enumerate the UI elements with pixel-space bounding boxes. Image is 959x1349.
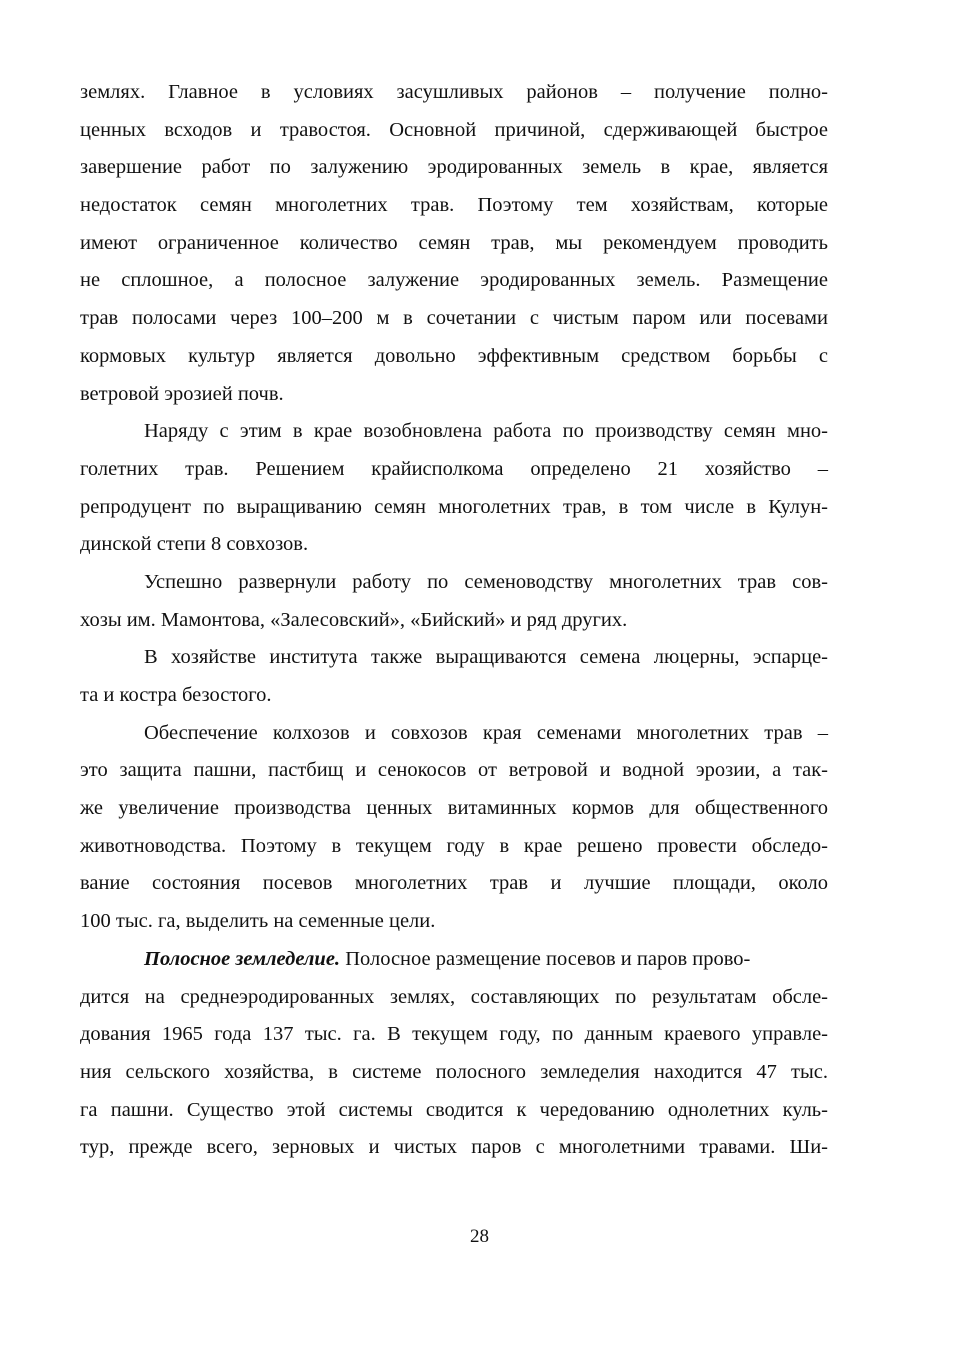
paragraph-2 xyxy=(80,413,828,564)
text-line: репродуцент по выращиванию семян многолетних трав, в том числе в Кулун- xyxy=(80,495,828,518)
text-line: Наряду с этим в крае возобновлена работа по производству семян мно- xyxy=(144,420,828,443)
text-line: же увеличение производства ценных витаминных кормов для общественного xyxy=(80,797,828,820)
text-line: дования 1965 года 137 тыс. га. В текущем году, по данным краевого управле- xyxy=(80,1023,828,1046)
text-line: 100 тыс. га, выделить на семенные цели. xyxy=(80,910,436,933)
text-line: завершение работ по залужению эродированных земель в крае, является xyxy=(80,156,828,179)
text-line: трав полосами через 100–200 м в сочетании с чистым паром или посевами xyxy=(80,307,828,330)
text-line: вание состояния посевов многолетних трав и лучшие площади, около xyxy=(80,872,828,895)
paragraph-6 xyxy=(80,941,828,1167)
section-heading: Полосное земледелие. xyxy=(144,947,341,970)
text-line: Успешно развернули работу по семеноводству многолетних трав сов- xyxy=(144,570,828,593)
paragraph-4 xyxy=(80,639,828,714)
text-line: недостаток семян многолетних трав. Поэтому тем хозяйствам, которые xyxy=(80,194,828,217)
text-line: кормовых культур является довольно эффективным средством борьбы с xyxy=(80,344,828,367)
text-line: это защита пашни, пастбищ и сенокосов от ветровой и водной эрозии, а так- xyxy=(80,759,828,782)
paragraph-3 xyxy=(80,564,828,639)
text-line: ветровой эрозией почв. xyxy=(80,382,284,405)
body-text xyxy=(80,74,828,1167)
page-number: 28 xyxy=(470,1226,489,1247)
text-line: В хозяйстве института также выращиваются семена люцерны, эспарце- xyxy=(144,646,828,669)
text-line: животноводства. Поэтому в текущем году в крае решено провести обследо- xyxy=(80,834,828,857)
text-line xyxy=(80,941,828,979)
text-line: хозы им. Мамонтова, «Залесовский», «Бийский» и ряд других. xyxy=(80,608,628,631)
text-line: га пашни. Существо этой системы сводится к чередованию однолетних куль- xyxy=(80,1098,828,1121)
paragraph-1 xyxy=(80,74,828,413)
text-line: дится на среднеэродированных землях, составляющих по результатам обсле- xyxy=(80,985,828,1008)
text-line: голетних трав. Решением крайисполкома определено 21 хозяйство – xyxy=(80,457,828,480)
text-line: ния сельского хозяйства, в системе полосного земледелия находится 47 тыс. xyxy=(80,1060,828,1083)
text-line: тур, прежде всего, зерновых и чистых паров с многолетними травами. Ши- xyxy=(80,1136,828,1159)
text-line: Обеспечение колхозов и совхозов края семенами многолетних трав – xyxy=(144,721,828,744)
text-line: землях. Главное в условиях засушливых районов – получение полно- xyxy=(80,81,828,103)
text-line: имеют ограниченное количество семян трав, мы рекомендуем проводить xyxy=(80,231,828,254)
text-line: та и костра безостого. xyxy=(80,684,272,706)
paragraph-5 xyxy=(80,715,828,941)
text-line: ценных всходов и травостоя. Основной причиной, сдерживающей быстрое xyxy=(80,118,828,141)
heading-continuation: Полосное размещение посевов и паров прово- xyxy=(340,947,751,970)
text-line: динской степи 8 совхозов. xyxy=(80,533,309,556)
text-line: не сплошное, а полосное залужение эродированных земель. Размещение xyxy=(80,269,828,292)
